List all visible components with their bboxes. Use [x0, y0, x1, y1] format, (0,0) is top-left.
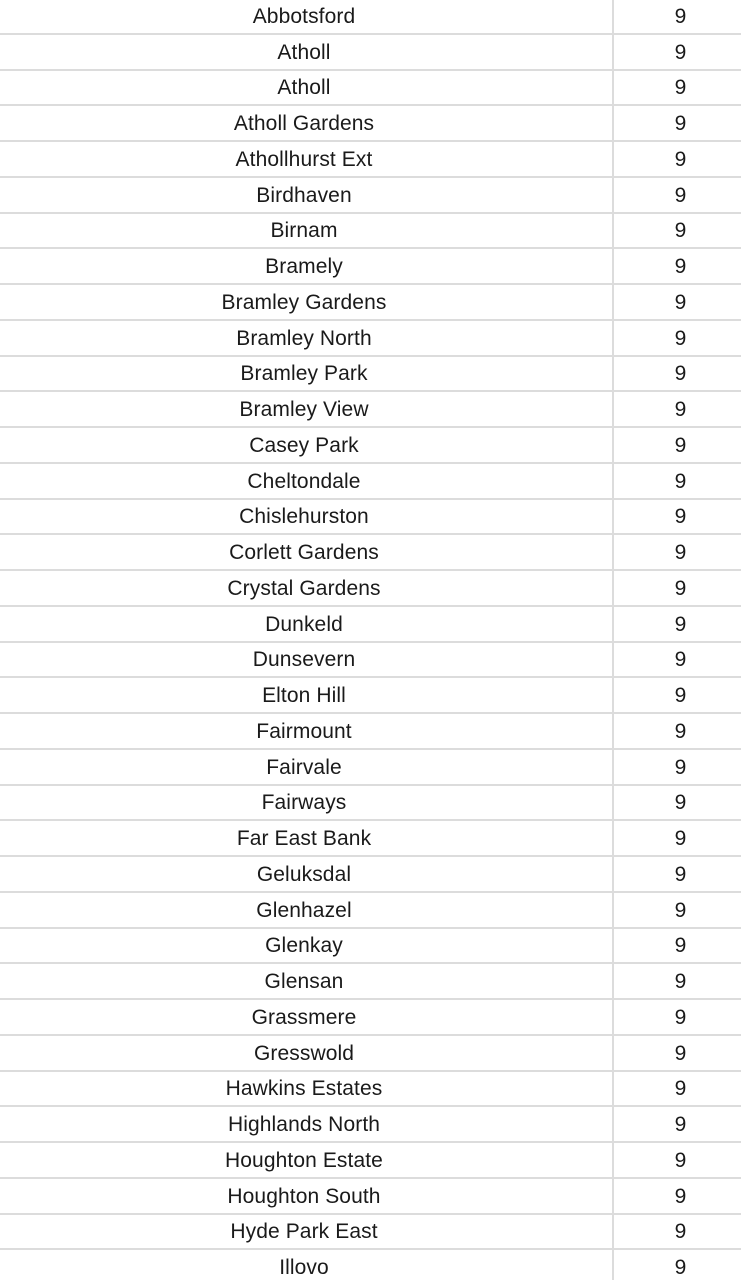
suburb-name-cell[interactable]: Glenkay [0, 929, 614, 963]
suburb-name-cell[interactable]: Abbotsford [0, 0, 614, 33]
suburb-name-cell[interactable]: Houghton Estate [0, 1143, 614, 1177]
value-cell[interactable]: 9 [674, 1184, 687, 1208]
table-row [0, 1107, 741, 1143]
table-row [0, 1072, 741, 1108]
suburb-name-cell[interactable]: Geluksdal [0, 857, 614, 891]
suburb-name-cell[interactable]: Casey Park [0, 428, 614, 462]
value-cell[interactable]: 9 [674, 1005, 687, 1029]
suburb-name-cell[interactable]: Fairways [0, 786, 614, 820]
suburb-name-cell[interactable]: Hyde Park East [0, 1215, 614, 1249]
suburb-name-cell[interactable]: Birdhaven [0, 178, 614, 212]
table-row [0, 178, 741, 214]
value-cell[interactable]: 9 [674, 219, 687, 243]
value-cell[interactable]: 9 [674, 755, 687, 779]
value-cell[interactable]: 9 [674, 469, 687, 493]
suburb-name-cell[interactable]: Far East Bank [0, 821, 614, 855]
suburb-name-cell[interactable]: Bramley View [0, 392, 614, 426]
table-row [0, 357, 741, 393]
value-cell[interactable]: 9 [674, 970, 687, 994]
value-cell[interactable]: 9 [674, 326, 687, 350]
value-cell[interactable]: 9 [674, 183, 687, 207]
value-cell[interactable]: 9 [674, 4, 687, 28]
table-row [0, 428, 741, 464]
table-row [0, 1179, 741, 1215]
table-row [0, 35, 741, 71]
suburb-name-cell[interactable]: Chislehurston [0, 500, 614, 534]
value-cell[interactable]: 9 [674, 898, 687, 922]
suburb-name-cell[interactable]: Dunkeld [0, 607, 614, 641]
value-cell[interactable]: 9 [674, 576, 687, 600]
table-row [0, 464, 741, 500]
value-cell[interactable]: 9 [674, 505, 687, 529]
table-row [0, 71, 741, 107]
suburb-name-cell[interactable]: Atholl [0, 71, 614, 105]
value-cell[interactable]: 9 [674, 648, 687, 672]
suburb-name-cell[interactable]: Houghton South [0, 1179, 614, 1213]
suburb-name-cell[interactable]: Atholl [0, 35, 614, 69]
table-row [0, 678, 741, 714]
suburb-name-cell[interactable]: Athollhurst Ext [0, 142, 614, 176]
suburb-name-cell[interactable]: Bramley North [0, 321, 614, 355]
table-row [0, 500, 741, 536]
value-cell[interactable]: 9 [674, 112, 687, 136]
table-row [0, 321, 741, 357]
table-row [0, 106, 741, 142]
suburb-name-cell[interactable]: Glensan [0, 964, 614, 998]
table-row [0, 643, 741, 679]
table-row [0, 607, 741, 643]
table-row [0, 893, 741, 929]
suburb-name-cell[interactable]: Bramley Gardens [0, 285, 614, 319]
table-row [0, 786, 741, 822]
value-cell[interactable]: 9 [674, 612, 687, 636]
suburb-name-cell[interactable]: Crystal Gardens [0, 571, 614, 605]
table-row [0, 857, 741, 893]
value-cell[interactable]: 9 [674, 433, 687, 457]
value-cell[interactable]: 9 [674, 147, 687, 171]
table-row [0, 1250, 741, 1280]
table-row [0, 1000, 741, 1036]
table-row [0, 392, 741, 428]
table-row [0, 1143, 741, 1179]
suburb-name-cell[interactable]: Grassmere [0, 1000, 614, 1034]
value-cell[interactable]: 9 [674, 40, 687, 64]
value-cell[interactable]: 9 [674, 255, 687, 279]
table-row [0, 571, 741, 607]
value-cell[interactable]: 9 [674, 684, 687, 708]
table-row [0, 1036, 741, 1072]
suburb-name-cell[interactable]: Elton Hill [0, 678, 614, 712]
value-cell[interactable]: 9 [674, 398, 687, 422]
table-row [0, 714, 741, 750]
suburb-name-cell[interactable]: Cheltondale [0, 464, 614, 498]
table-row [0, 821, 741, 857]
suburb-name-cell[interactable]: Fairvale [0, 750, 614, 784]
suburb-name-cell[interactable]: Birnam [0, 214, 614, 248]
table-row [0, 285, 741, 321]
value-cell[interactable]: 9 [674, 1041, 687, 1065]
suburb-name-cell[interactable]: Atholl Gardens [0, 106, 614, 140]
suburb-name-cell[interactable]: Fairmount [0, 714, 614, 748]
value-cell[interactable]: 9 [674, 862, 687, 886]
table-row [0, 929, 741, 965]
table-row [0, 142, 741, 178]
table-row [0, 1215, 741, 1251]
value-cell[interactable]: 9 [674, 76, 687, 100]
value-cell[interactable]: 9 [674, 1148, 687, 1172]
table-row [0, 535, 741, 571]
suburb-name-cell[interactable]: Hawkins Estates [0, 1072, 614, 1106]
suburb-name-cell[interactable]: Gresswold [0, 1036, 614, 1070]
value-cell[interactable]: 9 [674, 1113, 687, 1137]
table-row [0, 249, 741, 285]
value-cell[interactable]: 9 [674, 934, 687, 958]
table-row [0, 0, 741, 35]
suburb-name-cell[interactable]: Bramely [0, 249, 614, 283]
suburb-name-cell[interactable]: Corlett Gardens [0, 535, 614, 569]
value-cell[interactable]: 9 [674, 290, 687, 314]
suburb-name-cell[interactable]: Glenhazel [0, 893, 614, 927]
value-cell[interactable]: 9 [674, 362, 687, 386]
table-row [0, 964, 741, 1000]
value-cell[interactable]: 9 [674, 791, 687, 815]
suburb-name-cell[interactable]: Bramley Park [0, 357, 614, 391]
suburb-name-cell[interactable]: Highlands North [0, 1107, 614, 1141]
value-cell[interactable]: 9 [674, 541, 687, 565]
suburb-name-cell[interactable]: Dunsevern [0, 643, 614, 677]
value-cell[interactable]: 9 [674, 1220, 687, 1244]
value-cell[interactable]: 9 [674, 719, 687, 743]
table-row [0, 750, 741, 786]
table-row [0, 214, 741, 250]
suburb-name-cell[interactable]: Illovo [0, 1250, 614, 1280]
value-cell[interactable]: 9 [674, 1077, 687, 1101]
value-cell[interactable]: 9 [674, 827, 687, 851]
value-cell[interactable]: 9 [674, 1256, 687, 1280]
